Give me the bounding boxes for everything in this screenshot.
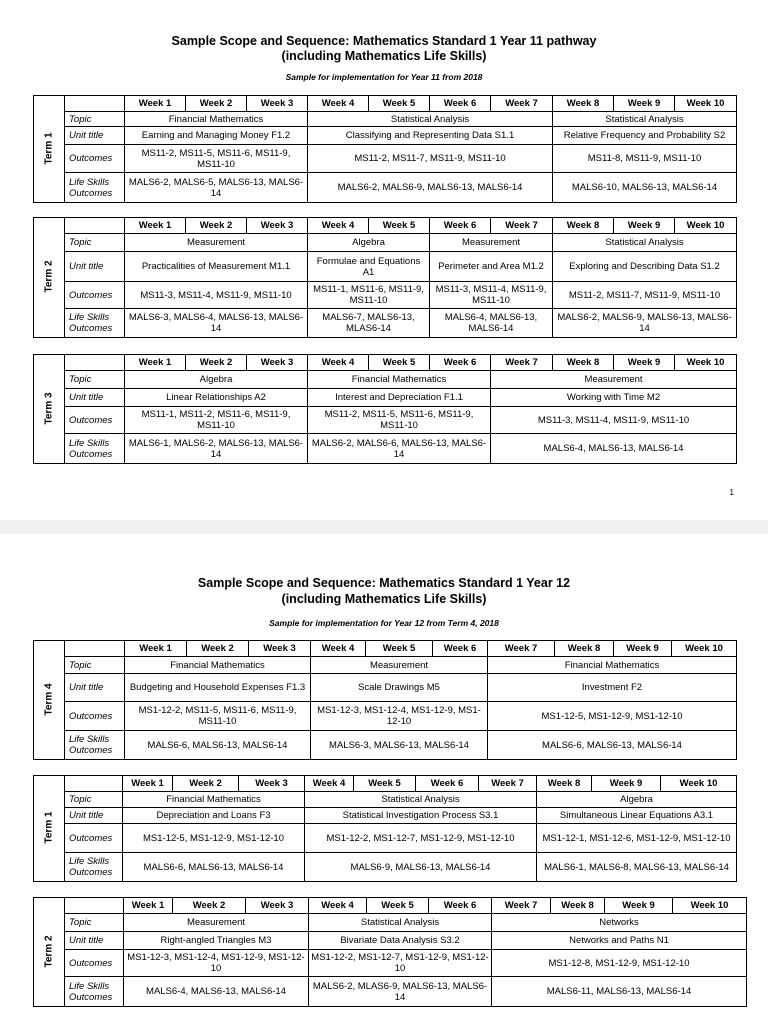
week-header: Week 10 [675,355,737,371]
week-header: Week 9 [605,898,673,914]
week-header: Week 10 [675,218,737,234]
unit-cell: Statistical Investigation Process S3.1 [305,808,537,824]
week-header: Week 6 [430,355,491,371]
page-title: Sample Scope and Sequence: Mathematics Standard 1 Year 12 [197,576,571,590]
outcomes-cell: MS1-12-2, MS11-5, MS11-6, MS11-9, MS11-10 [125,702,311,731]
row-label-life-skills [65,731,125,760]
week-header: Week 1 [124,898,173,914]
outcomes-cell: MS1-12-1, MS1-12-6, MS1-12-9, MS1-12-10 [537,824,737,853]
term-label: Term 4 [43,682,55,715]
week-header: Week 6 [416,776,479,792]
week-header: Week 2 [173,776,239,792]
topic-cell: Statistical Analysis [553,234,737,252]
life-skills-cell: MALS6-11, MALS6-13, MALS6-14 [492,977,747,1007]
week-header: Week 4 [308,355,369,371]
life-skills-cell: MALS6-9, MALS6-13, MALS6-14 [305,853,537,882]
life-skills-cell: MALS6-4, MALS6-13, MALS6-14 [430,309,553,338]
outcomes-cell: MS1-12-8, MS1-12-9, MS1-12-10 [492,950,747,977]
schedule-table-y11-term1 [33,95,737,203]
life-skills-label: Life Skills [69,312,110,323]
outcomes-cell: MS11-2, MS11-7, MS11-9, MS11-10 [553,282,737,309]
term-label: Term 1 [43,131,55,164]
topic-cell: Algebra [537,792,737,808]
unit-cell: Relative Frequency and Probability S2 [553,127,737,145]
page-title-line2: (including Mathematics Life Skills) [281,49,487,63]
week-header: Week 6 [430,218,491,234]
week-header: Week 1 [125,96,186,112]
row-label-outcomes: Outcomes [65,950,124,977]
schedule-table-y11-term3 [33,354,737,464]
week-header: Week 3 [239,776,305,792]
week-header: Week 1 [125,218,186,234]
topic-cell: Measurement [430,234,553,252]
row-label-topic: Topic [65,914,124,932]
outcomes-cell: MS1-12-5, MS1-12-9, MS1-12-10 [488,702,737,731]
week-header: Week 4 [309,898,367,914]
row-label-unit: Unit title [65,674,125,702]
row-label-life-skills [65,173,125,203]
week-header: Week 5 [369,96,430,112]
life-skills-cell: MALS6-4, MALS6-13, MALS6-14 [491,434,737,464]
page-number: 1 [729,488,734,497]
life-skills-label: Life Skills [69,437,110,449]
topic-cell: Statistical Analysis [305,792,537,808]
row-label-outcomes: Outcomes [65,282,125,309]
row-label-unit: Unit title [65,808,123,824]
unit-cell: Budgeting and Household Expenses F1.3 [125,674,311,702]
week-header: Week 1 [123,776,173,792]
unit-cell: Working with Time M2 [491,389,737,407]
life-skills-label-2: Outcomes [69,323,113,334]
outcomes-cell: MS11-2, MS11-5, MS11-6, MS11-9, MS11-10 [308,407,491,434]
outcomes-cell: MS11-1, MS11-2, MS11-6, MS11-9, MS11-10 [125,407,308,434]
life-skills-cell: MALS6-7, MALS6-13, MLAS6-14 [308,309,430,338]
week-header: Week 9 [614,355,675,371]
outcomes-cell: MS11-3, MS11-4, MS11-9, MS11-10 [125,282,308,309]
topic-cell: Statistical Analysis [553,112,737,127]
life-skills-cell: MALS6-2, MALS6-6, MALS6-13, MALS6-14 [308,434,491,464]
term-label-cell [34,96,65,203]
week-header: Week 10 [675,96,737,112]
term-label-cell [34,355,65,464]
row-label-outcomes: Outcomes [65,702,125,731]
life-skills-label: Life Skills [69,980,110,992]
topic-cell: Measurement [491,371,737,389]
topic-cell: Statistical Analysis [309,914,492,932]
life-skills-label: Life Skills [69,734,110,745]
page-title: Sample Scope and Sequence: Mathematics Standard 1 Year 11 pathway [171,34,597,48]
row-label-topic: Topic [65,112,125,127]
week-header: Week 4 [305,776,354,792]
term-label-cell [34,898,65,1007]
week-header: Week 2 [186,355,247,371]
week-header: Week 3 [247,355,308,371]
unit-cell: Investment F2 [488,674,737,702]
unit-cell: Linear Relationships A2 [125,389,308,407]
unit-cell: Depreciation and Loans F3 [123,808,305,824]
topic-cell: Networks [492,914,747,932]
outcomes-cell: MS1-12-3, MS1-12-4, MS1-12-9, MS1-12-10 [124,950,309,977]
week-header: Week 10 [661,776,737,792]
week-header: Week 6 [430,96,491,112]
row-label-unit: Unit title [65,127,125,145]
week-header: Week 5 [369,355,430,371]
unit-cell: Right-angled Triangles M3 [124,932,309,950]
term-label-cell [34,641,65,760]
schedule-table-y12-term4 [33,640,737,760]
topic-cell: Financial Mathematics [125,112,308,127]
page-subtitle: Sample for implementation for Year 11 from 2018 [285,72,483,82]
unit-cell: Bivariate Data Analysis S3.2 [309,932,492,950]
row-label-life-skills [65,853,123,882]
outcomes-cell: MS11-3, MS11-4, MS11-9, MS11-10 [430,282,553,309]
schedule-table-y12-term2 [33,897,747,1007]
outcomes-cell: MS1-12-3, MS1-12-4, MS1-12-9, MS1-12-10 [311,702,488,731]
page-separator [0,520,768,534]
week-header: Week 8 [553,355,614,371]
week-header: Week 3 [249,641,311,657]
week-header: Week 9 [592,776,661,792]
unit-cell: Earning and Managing Money F1.2 [125,127,308,145]
term-label: Term 2 [43,260,55,293]
row-label-life-skills [65,434,125,464]
row-label-topic: Topic [65,371,125,389]
row-label-topic: Topic [65,657,125,674]
week-header: Week 5 [367,898,429,914]
schedule-table-y12-term1 [33,775,737,882]
week-header: Week 1 [125,641,187,657]
term-label: Term 1 [43,811,55,844]
unit-cell: Scale Drawings M5 [311,674,488,702]
topic-cell: Algebra [308,234,430,252]
row-label-topic: Topic [65,234,125,252]
page-subtitle: Sample for implementation for Year 12 from Term 4, 2018 [269,618,499,628]
life-skills-label-2: Outcomes [69,991,113,1003]
life-skills-cell: MALS6-6, MALS6-13, MALS6-14 [123,853,305,882]
unit-cell: Formulae and Equations A1 [308,252,430,282]
life-skills-cell: MALS6-6, MALS6-13, MALS6-14 [488,731,737,760]
week-header: Week 3 [247,96,308,112]
life-skills-cell: MALS6-2, MALS6-5, MALS6-13, MALS6-14 [125,173,308,203]
life-skills-cell: MALS6-3, MALS6-4, MALS6-13, MALS6-14 [125,309,308,338]
week-header: Week 4 [308,218,369,234]
week-header: Week 1 [125,355,186,371]
life-skills-cell: MALS6-1, MALS6-2, MALS6-13, MALS6-14 [125,434,308,464]
term-label: Term 3 [43,391,55,424]
week-header: Week 8 [553,218,614,234]
row-label-unit: Unit title [65,252,125,282]
week-header: Week 8 [537,776,592,792]
week-header: Week 7 [491,355,553,371]
header-blank [65,898,124,914]
life-skills-cell: MALS6-10, MALS6-13, MALS6-14 [553,173,737,203]
row-label-unit: Unit title [65,389,125,407]
week-header: Week 7 [492,898,551,914]
week-header: Week 9 [614,96,675,112]
life-skills-label-2: Outcomes [69,448,113,460]
week-header: Week 2 [186,96,247,112]
week-header: Week 3 [247,218,308,234]
week-header: Week 2 [173,898,246,914]
unit-cell: Classifying and Representing Data S1.1 [308,127,553,145]
row-label-outcomes: Outcomes [65,145,125,173]
outcomes-cell: MS1-12-2, MS1-12-7, MS1-12-9, MS1-12-10 [305,824,537,853]
week-header: Week 7 [488,641,555,657]
week-header: Week 8 [555,641,614,657]
week-header: Week 7 [479,776,537,792]
week-header: Week 9 [614,218,675,234]
unit-cell: Practicalities of Measurement M1.1 [125,252,308,282]
week-header: Week 6 [429,898,492,914]
page-title-line2: (including Mathematics Life Skills) [281,592,487,606]
week-header: Week 2 [186,218,247,234]
outcomes-cell: MS11-1, MS11-6, MS11-9, MS11-10 [308,282,430,309]
term-label-cell [34,776,65,882]
life-skills-cell: MALS6-2, MALS6-9, MALS6-13, MALS6-14 [553,309,737,338]
topic-cell: Financial Mathematics [123,792,305,808]
outcomes-cell: MS11-2, MS11-7, MS11-9, MS11-10 [308,145,553,173]
row-label-life-skills [65,977,124,1007]
row-label-topic: Topic [65,792,123,808]
unit-cell: Networks and Paths N1 [492,932,747,950]
week-header: Week 10 [673,898,747,914]
row-label-life-skills [65,309,125,338]
life-skills-label: Life Skills [69,856,110,867]
schedule-table-y11-term2 [33,217,737,338]
unit-cell: Exploring and Describing Data S1.2 [553,252,737,282]
outcomes-cell: MS11-3, MS11-4, MS11-9, MS11-10 [491,407,737,434]
life-skills-cell: MALS6-6, MALS6-13, MALS6-14 [125,731,311,760]
topic-cell: Financial Mathematics [125,657,311,674]
row-label-outcomes: Outcomes [65,824,123,853]
topic-cell: Financial Mathematics [308,371,491,389]
week-header: Week 9 [614,641,672,657]
week-header: Week 8 [551,898,605,914]
topic-cell: Financial Mathematics [488,657,737,674]
week-header: Week 2 [187,641,249,657]
term-label-cell [34,218,65,338]
header-blank [65,776,123,792]
topic-cell: Statistical Analysis [308,112,553,127]
unit-cell: Perimeter and Area M1.2 [430,252,553,282]
week-header: Week 3 [246,898,309,914]
life-skills-label-2: Outcomes [69,745,113,756]
week-header: Week 4 [308,96,369,112]
week-header: Week 7 [491,218,553,234]
life-skills-label-2: Outcomes [69,187,113,199]
header-blank [65,641,125,657]
life-skills-cell: MALS6-4, MALS6-13, MALS6-14 [124,977,309,1007]
topic-cell: Measurement [124,914,309,932]
unit-cell: Interest and Depreciation F1.1 [308,389,491,407]
term-label: Term 2 [43,934,55,967]
week-header: Week 7 [491,96,553,112]
life-skills-label-2: Outcomes [69,867,113,878]
week-header: Week 4 [311,641,366,657]
life-skills-cell: MALS6-2, MLAS6-9, MALS6-13, MALS6-14 [309,977,492,1007]
week-header: Week 8 [553,96,614,112]
row-label-outcomes: Outcomes [65,407,125,434]
outcomes-cell: MS1-12-2, MS1-12-7, MS1-12-9, MS1-12-10 [309,950,492,977]
outcomes-cell: MS11-8, MS11-9, MS11-10 [553,145,737,173]
week-header: Week 6 [433,641,488,657]
outcomes-cell: MS1-12-5, MS1-12-9, MS1-12-10 [123,824,305,853]
header-blank [65,96,125,112]
row-label-unit: Unit title [65,932,124,950]
life-skills-cell: MALS6-3, MALS6-13, MALS6-14 [311,731,488,760]
week-header: Week 5 [366,641,433,657]
outcomes-cell: MS11-2, MS11-5, MS11-6, MS11-9, MS11-10 [125,145,308,173]
header-blank [65,355,125,371]
week-header: Week 5 [369,218,430,234]
topic-cell: Algebra [125,371,308,389]
life-skills-cell: MALS6-1, MALS6-8, MALS6-13, MALS6-14 [537,853,737,882]
header-blank [65,218,125,234]
life-skills-cell: MALS6-2, MALS6-9, MALS6-13, MALS6-14 [308,173,553,203]
topic-cell: Measurement [311,657,488,674]
unit-cell: Simultaneous Linear Equations A3.1 [537,808,737,824]
week-header: Week 10 [672,641,737,657]
week-header: Week 5 [354,776,416,792]
life-skills-label: Life Skills [69,176,110,188]
topic-cell: Measurement [125,234,308,252]
